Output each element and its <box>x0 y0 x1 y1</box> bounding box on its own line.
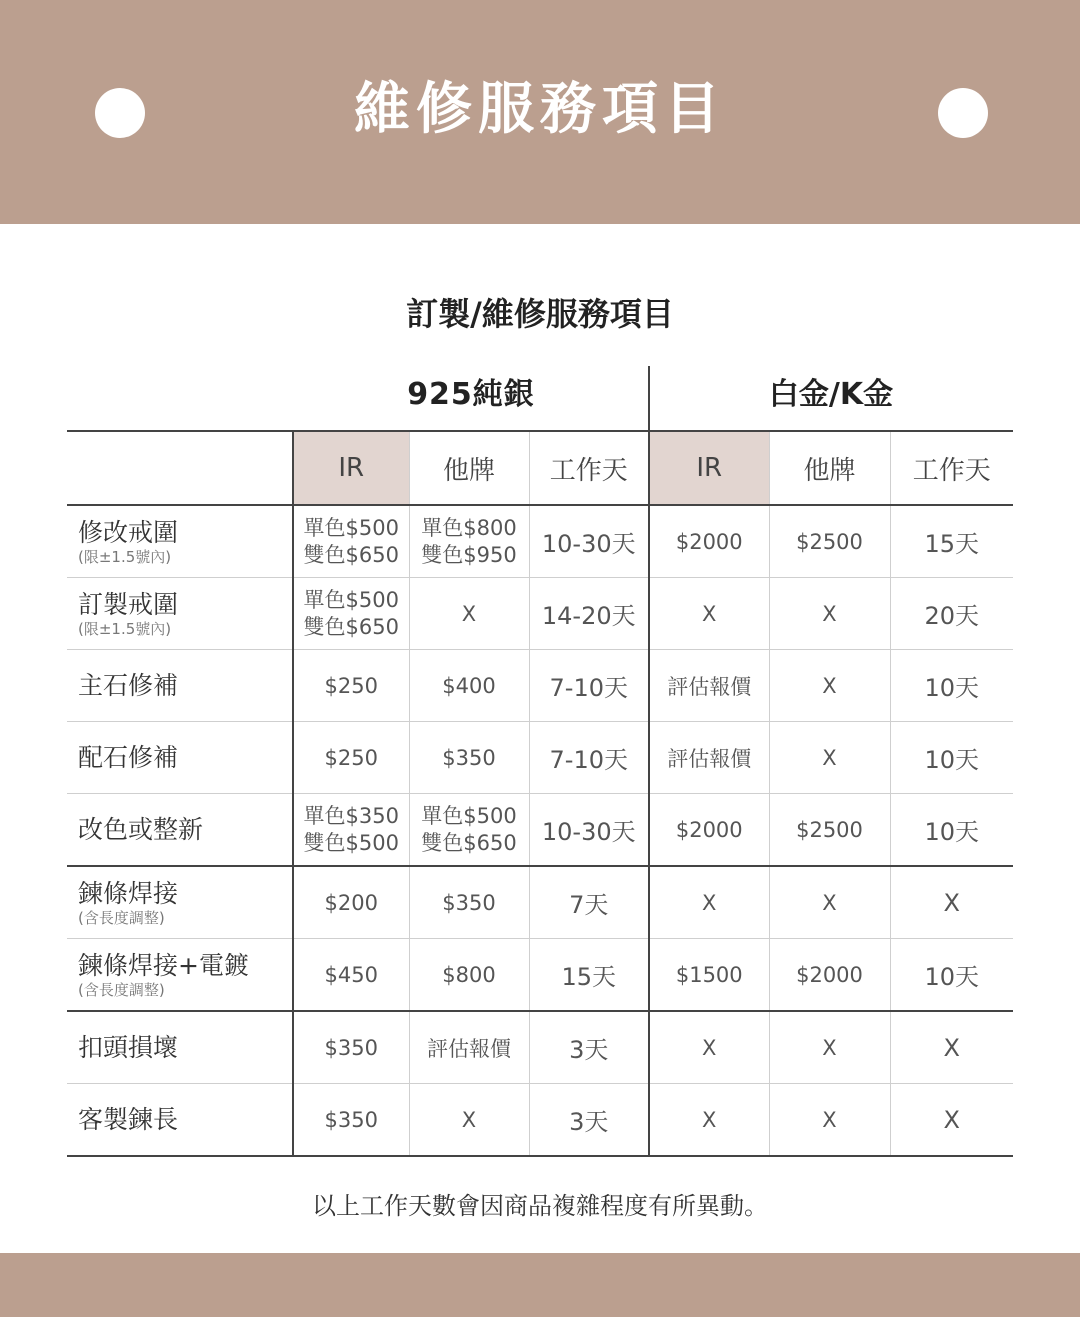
banner-title: 維修服務項目 <box>354 77 726 142</box>
cell-value: $2000 <box>796 962 863 987</box>
price-line: 單色$350 <box>303 803 399 828</box>
service-note: (含長度調整) <box>78 980 165 999</box>
cell-value: X <box>822 745 837 770</box>
service-name-cell <box>67 794 293 867</box>
table-row <box>67 794 1013 867</box>
price-line: 單色$500 <box>303 587 399 612</box>
cell-value: 10-30天 <box>541 818 636 846</box>
price-cell-ir-gold <box>649 794 769 867</box>
table-title: 訂製/維修服務項目 <box>406 295 674 333</box>
cell-value: $1500 <box>675 962 743 987</box>
price-cell-ir-gold <box>649 1084 769 1157</box>
cell-value: X <box>461 601 477 626</box>
cell-value: $350 <box>324 1035 378 1060</box>
footer-banner <box>0 1253 1080 1317</box>
price-cell-workdays-gold <box>890 1011 1013 1084</box>
service-name-cell <box>67 1011 293 1084</box>
circle-decoration-right <box>938 88 988 138</box>
price-line: 雙色$650 <box>303 614 399 639</box>
cell-value: $400 <box>442 673 496 698</box>
price-cell-other-brand-silver <box>409 722 529 794</box>
price-line: 雙色$650 <box>421 830 517 855</box>
service-name: 配石修補 <box>78 742 179 772</box>
cell-value: $350 <box>324 1107 378 1132</box>
cell-value: 10天 <box>924 746 980 774</box>
cell-value: $2500 <box>796 817 863 842</box>
group-header-silver: 925純銀 <box>407 377 535 412</box>
price-cell-workdays-gold <box>890 505 1013 578</box>
cell-value: 10天 <box>924 963 980 991</box>
service-note: (限±1.5號內) <box>78 619 172 638</box>
cell-value: X <box>943 1105 960 1134</box>
table-row <box>67 505 1013 578</box>
cell-value: 7-10天 <box>549 746 628 774</box>
cell-value: X <box>702 890 717 915</box>
price-cell-workdays-silver <box>529 794 649 867</box>
col-header-ir-gold: IR <box>649 431 769 505</box>
price-cell-workdays-silver <box>529 939 649 1012</box>
price-cell-workdays-silver <box>529 1084 649 1157</box>
price-line: 單色$500 <box>303 515 399 540</box>
price-cell-ir-silver <box>293 866 409 939</box>
price-cell-ir-gold <box>649 578 769 650</box>
service-name: 客製鍊長 <box>78 1104 179 1134</box>
price-cell-ir-gold <box>649 866 769 939</box>
price-cell-other-brand-gold <box>769 1011 890 1084</box>
price-cell-ir-silver <box>293 722 409 794</box>
price-cell-other-brand-gold <box>769 939 890 1012</box>
price-line: 雙色$950 <box>421 542 517 567</box>
group-header-gold: 白金/K金 <box>768 377 894 412</box>
cell-value: $2000 <box>675 817 743 842</box>
service-name: 鍊條焊接 <box>78 878 179 908</box>
price-cell-ir-silver <box>293 794 409 867</box>
col-header-other-brand-gold: 他牌 <box>769 431 890 505</box>
cell-value: 10-30天 <box>541 530 636 558</box>
service-name: 改色或整新 <box>78 814 204 844</box>
service-name: 主石修補 <box>78 670 179 700</box>
header-banner <box>0 0 1080 224</box>
price-cell-workdays-silver <box>529 1011 649 1084</box>
cell-value: $200 <box>324 890 378 915</box>
service-name: 訂製戒圍 <box>78 589 179 619</box>
price-cell-workdays-silver <box>529 650 649 722</box>
cell-value: 評估報價 <box>427 1036 511 1061</box>
col-header-workdays-silver: 工作天 <box>529 431 649 505</box>
cell-value: $250 <box>324 673 378 698</box>
price-cell-other-brand-silver <box>409 1011 529 1084</box>
price-cell-ir-silver <box>293 650 409 722</box>
cell-value: X <box>822 673 837 698</box>
cell-value: 20天 <box>924 602 980 630</box>
service-name-cell <box>67 1084 293 1157</box>
service-name: 扣頭損壞 <box>78 1032 179 1062</box>
table-row <box>67 939 1013 1012</box>
price-cell-other-brand-gold <box>769 794 890 867</box>
service-note: (限±1.5號內) <box>78 547 172 566</box>
column-header-row <box>67 431 1013 505</box>
service-name: 修改戒圍 <box>78 517 179 547</box>
service-note: (含長度調整) <box>78 908 165 927</box>
cell-value: X <box>943 1033 960 1062</box>
price-cell-ir-gold <box>649 650 769 722</box>
cell-value: X <box>822 601 837 626</box>
price-cell-other-brand-silver <box>409 505 529 578</box>
cell-value: X <box>822 890 837 915</box>
cell-value: $350 <box>442 745 496 770</box>
price-cell-ir-gold <box>649 505 769 578</box>
price-cell-other-brand-silver <box>409 650 529 722</box>
price-cell-ir-silver <box>293 1011 409 1084</box>
footnote: 以上工作天數會因商品複雜程度有所異動。 <box>312 1192 768 1220</box>
cell-value: $250 <box>324 745 378 770</box>
table-row <box>67 578 1013 650</box>
table-row <box>67 650 1013 722</box>
cell-value: 7-10天 <box>549 674 628 702</box>
price-line: 單色$800 <box>421 515 517 540</box>
service-name: 鍊條焊接+電鍍 <box>78 950 249 980</box>
cell-value: 3天 <box>569 1108 609 1136</box>
price-cell-workdays-gold <box>890 939 1013 1012</box>
price-cell-other-brand-silver <box>409 578 529 650</box>
cell-value: $350 <box>442 890 496 915</box>
cell-value: $2000 <box>675 529 743 554</box>
price-table <box>67 430 1013 1157</box>
price-cell-ir-gold <box>649 1011 769 1084</box>
price-cell-workdays-silver <box>529 578 649 650</box>
price-cell-other-brand-gold <box>769 505 890 578</box>
cell-value: $450 <box>324 962 378 987</box>
service-name-cell <box>67 939 293 1012</box>
price-cell-workdays-gold <box>890 866 1013 939</box>
price-cell-workdays-gold <box>890 578 1013 650</box>
cell-value: X <box>702 1035 717 1060</box>
price-cell-workdays-gold <box>890 650 1013 722</box>
cell-value: 評估報價 <box>667 674 752 699</box>
price-cell-other-brand-gold <box>769 722 890 794</box>
price-cell-workdays-gold <box>890 722 1013 794</box>
price-cell-ir-silver <box>293 1084 409 1157</box>
cell-value: 10天 <box>924 818 980 846</box>
price-cell-ir-silver <box>293 578 409 650</box>
price-cell-other-brand-silver <box>409 1084 529 1157</box>
cell-value: 7天 <box>569 891 609 919</box>
cell-value: 10天 <box>924 674 980 702</box>
price-cell-other-brand-silver <box>409 794 529 867</box>
price-cell-other-brand-gold <box>769 866 890 939</box>
col-header-ir-silver: IR <box>293 431 409 505</box>
price-line: 雙色$650 <box>303 542 399 567</box>
price-cell-workdays-silver <box>529 722 649 794</box>
price-line: 單色$500 <box>421 803 517 828</box>
cell-value: $800 <box>442 962 496 987</box>
price-cell-other-brand-silver <box>409 939 529 1012</box>
cell-value: 15天 <box>924 530 980 558</box>
price-line: 雙色$500 <box>303 830 399 855</box>
price-cell-workdays-silver <box>529 866 649 939</box>
cell-value: X <box>461 1107 477 1132</box>
price-cell-ir-gold <box>649 722 769 794</box>
col-header-other-brand-silver: 他牌 <box>409 431 529 505</box>
cell-value: 評估報價 <box>667 746 752 771</box>
price-cell-other-brand-gold <box>769 650 890 722</box>
col-header-workdays-gold: 工作天 <box>890 431 1013 505</box>
cell-value: 15天 <box>561 963 617 991</box>
service-name-cell <box>67 866 293 939</box>
table-row <box>67 722 1013 794</box>
price-cell-ir-silver <box>293 505 409 578</box>
table-row <box>67 866 1013 939</box>
cell-value: 3天 <box>569 1036 609 1064</box>
price-cell-workdays-gold <box>890 1084 1013 1157</box>
cell-value: X <box>702 601 717 626</box>
service-name-cell <box>67 650 293 722</box>
cell-value: 14-20天 <box>541 602 636 630</box>
cell-value: X <box>822 1107 837 1132</box>
service-name-cell <box>67 578 293 650</box>
table-row <box>67 1011 1013 1084</box>
price-cell-other-brand-silver <box>409 866 529 939</box>
price-cell-ir-silver <box>293 939 409 1012</box>
price-cell-other-brand-gold <box>769 1084 890 1157</box>
service-name-cell <box>67 505 293 578</box>
cell-value: X <box>702 1107 717 1132</box>
price-cell-ir-gold <box>649 939 769 1012</box>
cell-value: X <box>943 888 960 917</box>
cell-value: X <box>822 1035 837 1060</box>
cell-value: $2500 <box>796 529 863 554</box>
service-name-cell <box>67 722 293 794</box>
price-cell-workdays-gold <box>890 794 1013 867</box>
price-cell-other-brand-gold <box>769 578 890 650</box>
price-cell-workdays-silver <box>529 505 649 578</box>
header-corner <box>67 431 293 505</box>
table-row <box>67 1084 1013 1157</box>
